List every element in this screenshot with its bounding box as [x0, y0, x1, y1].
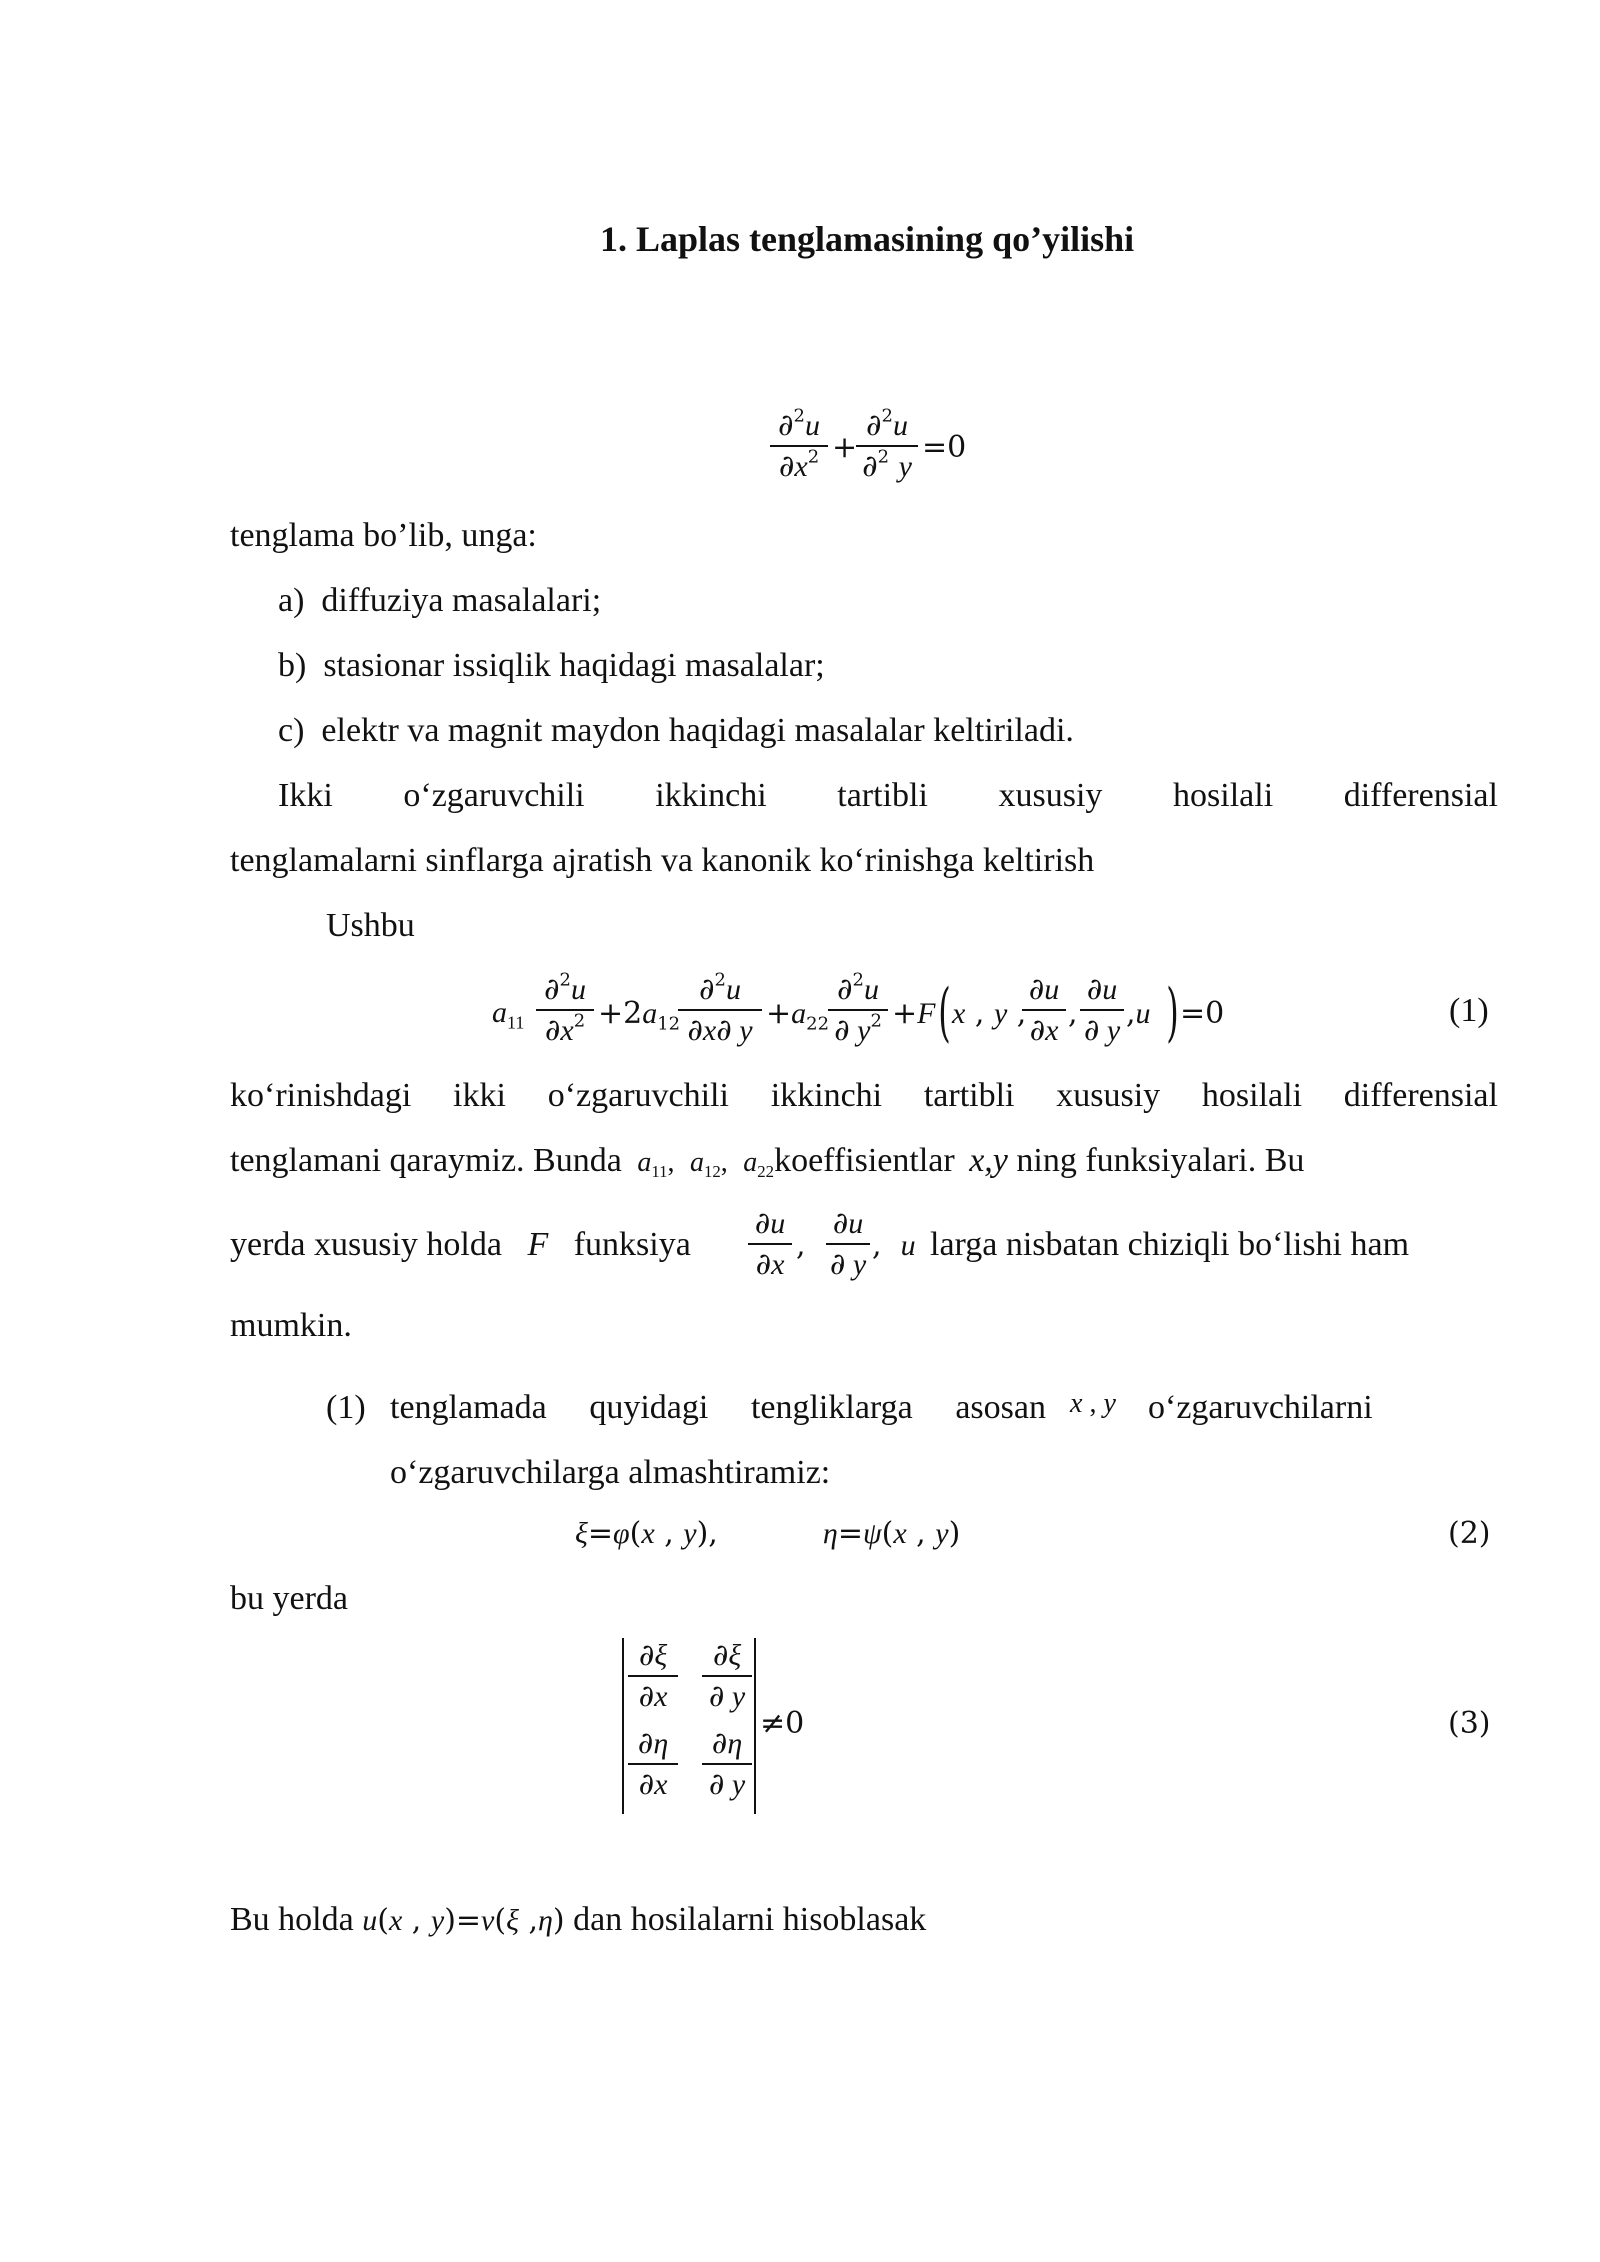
xy-inline: x , y	[1070, 1388, 1116, 1419]
equation-number: (3)	[1448, 1706, 1491, 1741]
paragraph-line: yerda xususiy holda F funksiya	[230, 1226, 691, 1263]
numbered-item-text: o‘zgaruvchilarga almashtiramiz:	[390, 1454, 831, 1491]
paragraph-line: tenglamalarni sinflarga ajratish va kanonik ko‘rinishga keltirish	[230, 842, 1095, 879]
equation-number: (2)	[1448, 1516, 1491, 1551]
paragraph-line: bu yerda	[230, 1580, 349, 1617]
numbered-item-text: o‘zgaruvchilarni	[1148, 1389, 1373, 1426]
page-title: 1. Laplas tenglamasining qo’yilishi	[600, 219, 1135, 259]
list-item: c) elektr va magnit maydon haqidagi masalalar keltiriladi.	[278, 712, 1074, 749]
list-item: a) diffuziya masalalari;	[278, 582, 602, 619]
equation-3: ∂ξ ∂x ∂ξ ∂ y ∂η ∂x ∂η ∂ y ≠0	[618, 1638, 818, 1814]
paragraph-line: Ikki o‘zgaruvchili ikkinchi tartibli xususiy hosilali differensial	[278, 777, 1498, 814]
paragraph-line: ko‘rinishdagi ikki o‘zgaruvchili ikkinchi tartibli xususiy hosilali differensial	[230, 1077, 1498, 1114]
paragraph-line: tenglamani qaraymiz. Bunda $a_{11}$, $a_{12}$, $a_{22}koeffisientlar$ x,y ning funksiyalari. Bu	[230, 1142, 1305, 1181]
equation-number: (1)	[1449, 992, 1489, 1029]
laplace-equation: ∂$^2$u $\partial x^2$ + ∂$^2$u ∂$^2$ y =0	[770, 408, 970, 498]
paragraph-line: larga nisbatan chiziqli bo‘lishi ham	[930, 1226, 1410, 1263]
paragraph-line: mumkin.	[230, 1307, 352, 1344]
numbered-item-text: tenglamada quyidagi tengliklarga asosan	[390, 1389, 1046, 1426]
numbered-item: (1)	[326, 1389, 366, 1426]
equation-1: $a_{11}$ ∂$^2$u $\partial x^2$ $+2a_{12}$ ∂$^2$u ∂x∂ y $+a_{22}$ ∂$^2$u ∂ $y^2$ +F ( x , y , ∂u ∂x , ∂u ∂ y ,u ) =0	[492, 969, 1225, 1050]
intro-text: tenglama bo’lib, unga:	[230, 517, 537, 554]
ushbu-text: Ushbu	[326, 907, 415, 944]
equation-2: ξ=φ(x , y), η=ψ(x , y)	[575, 1516, 961, 1551]
paragraph-line: Bu holda u(x , y)=v(ξ ,η) dan hosilalarni hisoblasak	[230, 1901, 927, 1938]
list-item: b) stasionar issiqlik haqidagi masalalar;	[278, 647, 825, 684]
